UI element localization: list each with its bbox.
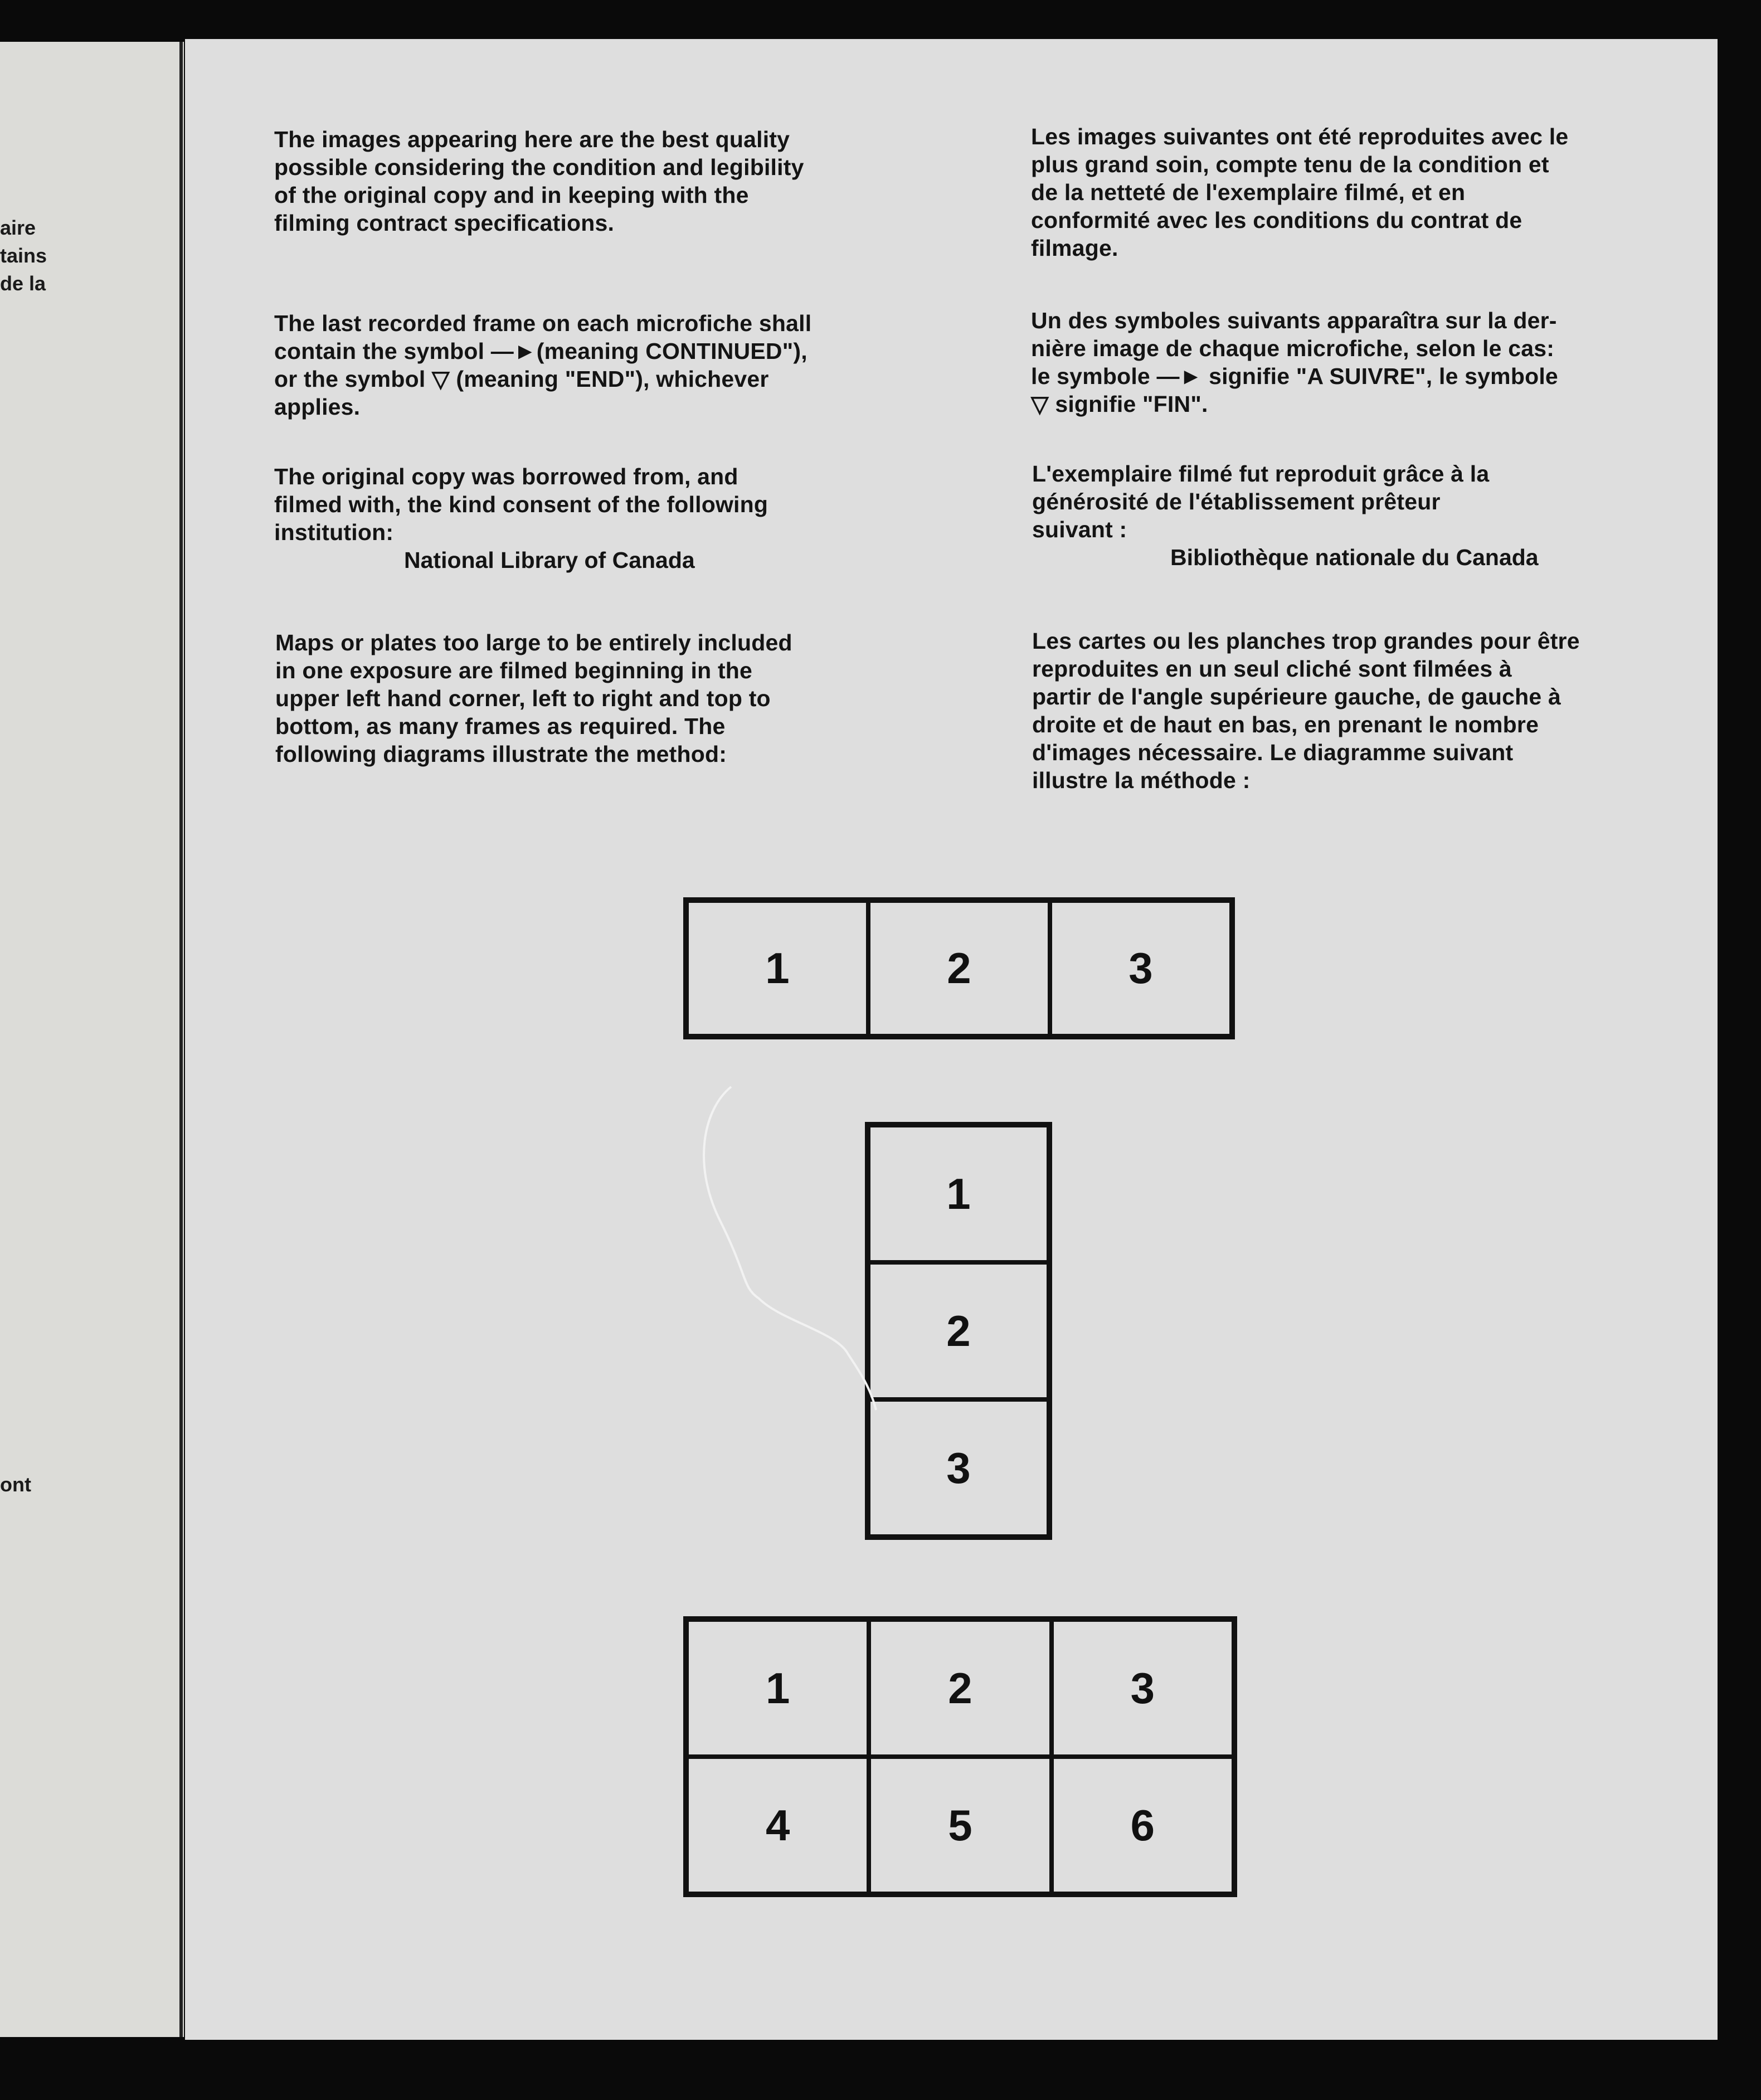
- fr-paragraph-symbols: [1031, 307, 1558, 418]
- text-line: of the original copy and in keeping with the: [274, 182, 749, 208]
- text-line: Maps or plates too large to be entirely included: [275, 630, 792, 655]
- fragment-text: de la: [0, 272, 46, 295]
- fragment-text: tains: [0, 244, 47, 267]
- en-paragraph-quality: [274, 125, 804, 237]
- frame-cell: 1: [868, 1125, 1049, 1262]
- text-line: in one exposure are filmed beginning in the: [275, 658, 753, 683]
- text-line: ▽ signifie "FIN".: [1031, 391, 1208, 417]
- text-line: possible considering the condition and legibility: [274, 154, 804, 180]
- page-fold-line: [179, 42, 183, 2037]
- frame-cell: 3: [1050, 901, 1232, 1036]
- frame-cell: 5: [869, 1757, 1051, 1894]
- text-line: filming contract specifications.: [274, 210, 615, 236]
- adjacent-page-fragment: [0, 42, 184, 2037]
- fragment-text: ont: [0, 1473, 31, 1496]
- text-line: d'images nécessaire. Le diagramme suivant: [1032, 740, 1514, 765]
- text-line: le symbole —► signifie "A SUIVRE", le symbole: [1031, 363, 1558, 389]
- frame-cell: 1: [687, 901, 868, 1036]
- text-line: de la netteté de l'exemplaire filmé, et en: [1031, 179, 1466, 205]
- frame-cell: 1: [687, 1620, 869, 1757]
- text-line: générosité de l'établissement prêteur: [1032, 489, 1441, 514]
- diagram-row-of-frames: [683, 897, 1235, 1039]
- text-line: Les images suivantes ont été reproduites avec le: [1031, 124, 1569, 149]
- text-line: filmed with, the kind consent of the following: [274, 492, 768, 517]
- frame-cell: 6: [1052, 1757, 1234, 1894]
- frame-cell: 2: [868, 901, 1050, 1036]
- en-paragraph-maps: [275, 629, 792, 768]
- text-line: contain the symbol —►(meaning CONTINUED"),: [274, 338, 807, 364]
- text-line: upper left hand corner, left to right and top to: [275, 686, 771, 711]
- text-line: L'exemplaire filmé fut reproduit grâce à la: [1032, 461, 1490, 487]
- text-line: Un des symboles suivants apparaîtra sur la der-: [1031, 308, 1557, 333]
- text-line: partir de l'angle supérieure gauche, de gauche à: [1032, 684, 1561, 709]
- microfiche-target-page: [185, 39, 1718, 2040]
- en-paragraph-institution: [274, 463, 768, 546]
- en-paragraph-symbols: [274, 309, 811, 421]
- text-line: illustre la méthode :: [1032, 767, 1251, 793]
- fr-paragraph-maps: [1032, 627, 1580, 794]
- text-line: The images appearing here are the best quality: [274, 127, 790, 152]
- text-line: bottom, as many frames as required. The: [275, 713, 726, 739]
- text-line: conformité avec les conditions du contrat de: [1031, 207, 1522, 233]
- text-line: plus grand soin, compte tenu de la condition et: [1031, 152, 1549, 177]
- text-line: reproduites en un seul cliché sont filmées à: [1032, 656, 1512, 682]
- text-line: institution:: [274, 519, 394, 545]
- text-line: following diagrams illustrate the method:: [275, 741, 727, 767]
- text-line: The original copy was borrowed from, and: [274, 464, 738, 489]
- text-line: applies.: [274, 394, 361, 420]
- frame-cell: 3: [1052, 1620, 1234, 1757]
- text-line: nière image de chaque microfiche, selon le cas:: [1031, 336, 1555, 361]
- diagram-grid-of-frames: [683, 1616, 1237, 1897]
- scan-hair-artifact: [670, 1042, 960, 1421]
- text-line: filmage.: [1031, 235, 1118, 261]
- frame-cell: 3: [868, 1399, 1049, 1537]
- fr-institution-name: Bibliothèque nationale du Canada: [1170, 545, 1539, 570]
- frame-cell: 2: [869, 1620, 1051, 1757]
- text-line: suivant :: [1032, 517, 1127, 542]
- text-line: The last recorded frame on each microfiche shall: [274, 310, 812, 336]
- fragment-text: aire: [0, 216, 36, 239]
- text-line: droite et de haut en bas, en prenant le nombre: [1032, 712, 1539, 737]
- text-line: or the symbol ▽ (meaning "END"), whichever: [274, 366, 769, 392]
- en-institution-name: National Library of Canada: [404, 547, 695, 573]
- frame-cell: 4: [687, 1757, 869, 1894]
- fr-paragraph-quality: [1031, 123, 1568, 262]
- fr-paragraph-institution: [1032, 460, 1489, 543]
- text-line: Les cartes ou les planches trop grandes pour être: [1032, 628, 1580, 654]
- frame-cell: 2: [868, 1262, 1049, 1399]
